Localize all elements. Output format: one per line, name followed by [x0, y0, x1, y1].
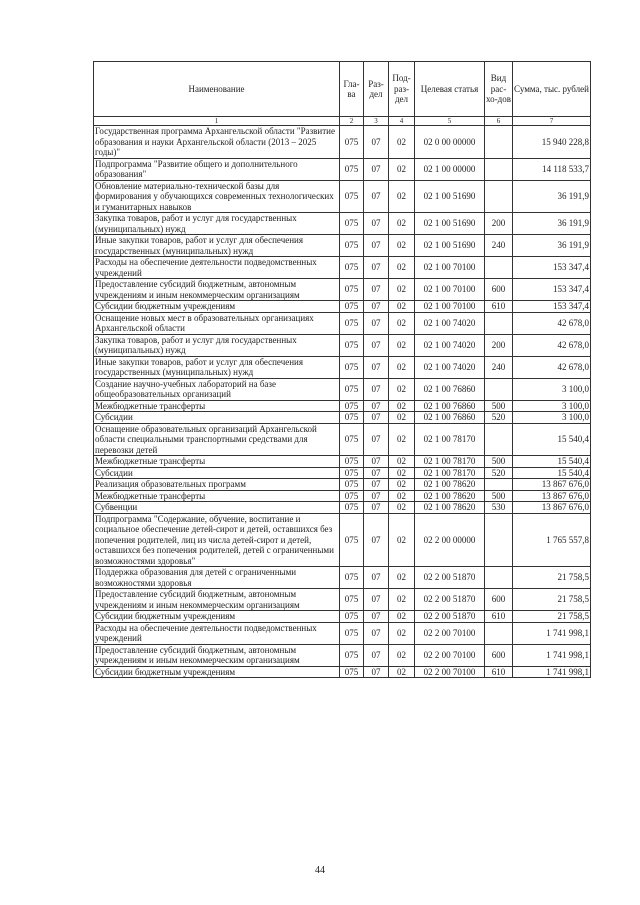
- row-sum-cell: 15 540,4: [513, 423, 591, 456]
- row-name-cell: Субсидии: [94, 467, 340, 479]
- column-number-row: [94, 117, 591, 126]
- row-podrazdel-cell: 02: [389, 235, 415, 257]
- row-vid-cell: 500: [485, 400, 513, 412]
- row-razdel-cell: 07: [364, 622, 389, 644]
- row-target-cell: 02 1 00 51690: [415, 180, 485, 213]
- row-name-cell: Субсидии: [94, 412, 340, 424]
- row-podrazdel-cell: 02: [389, 479, 415, 491]
- row-vid-cell: 500: [485, 456, 513, 468]
- row-sum-cell: 21 758,5: [513, 611, 591, 623]
- row-podrazdel-cell: 02: [389, 213, 415, 235]
- header-target: Целевая статья: [415, 62, 485, 117]
- row-target-cell: 02 2 00 70100: [415, 666, 485, 678]
- row-target-cell: 02 2 00 70100: [415, 644, 485, 666]
- row-name-cell: Государственная программа Архангельской области "Развитие образования и науки Архангельской области (2013 – 2025 годы)": [94, 126, 340, 159]
- row-podrazdel-cell: 02: [389, 490, 415, 502]
- column-number: 7: [513, 117, 591, 126]
- row-target-cell: 02 1 00 70100: [415, 279, 485, 301]
- row-name-cell: Закупка товаров, работ и услуг для государственных (муниципальных) нужд: [94, 334, 340, 356]
- row-sum-cell: 15 540,4: [513, 456, 591, 468]
- row-vid-cell: 240: [485, 356, 513, 378]
- header-row: [94, 62, 591, 117]
- row-vid-cell: [485, 622, 513, 644]
- row-glava-cell: 075: [340, 513, 364, 567]
- row-razdel-cell: 07: [364, 513, 389, 567]
- row-vid-cell: 600: [485, 279, 513, 301]
- row-sum-cell: 1 741 998,1: [513, 644, 591, 666]
- row-podrazdel-cell: 02: [389, 567, 415, 589]
- row-name-cell: Реализация образовательных программ: [94, 479, 340, 491]
- row-name-cell: Межбюджетные трансферты: [94, 456, 340, 468]
- row-target-cell: 02 1 00 78170: [415, 467, 485, 479]
- table-row: [94, 666, 591, 678]
- row-glava-cell: 075: [340, 479, 364, 491]
- row-glava-cell: 075: [340, 589, 364, 611]
- row-podrazdel-cell: 02: [389, 644, 415, 666]
- row-glava-cell: 075: [340, 158, 364, 180]
- row-glava-cell: 075: [340, 334, 364, 356]
- row-sum-cell: 1 741 998,1: [513, 666, 591, 678]
- row-vid-cell: [485, 126, 513, 159]
- row-sum-cell: 153 347,4: [513, 257, 591, 279]
- row-glava-cell: 075: [340, 279, 364, 301]
- row-glava-cell: 075: [340, 467, 364, 479]
- row-razdel-cell: 07: [364, 301, 389, 313]
- row-razdel-cell: 07: [364, 644, 389, 666]
- row-vid-cell: [485, 378, 513, 400]
- row-name-cell: Оснащение образовательных организаций Архангельской области специальными транспортными средствами для перевозки детей: [94, 423, 340, 456]
- header-glava: Гла-ва: [340, 62, 364, 117]
- column-number: 5: [415, 117, 485, 126]
- row-glava-cell: 075: [340, 502, 364, 514]
- table-row: [94, 334, 591, 356]
- row-vid-cell: [485, 423, 513, 456]
- row-target-cell: 02 1 00 76860: [415, 400, 485, 412]
- row-glava-cell: 075: [340, 312, 364, 334]
- row-name-cell: Межбюджетные трансферты: [94, 490, 340, 502]
- row-name-cell: Субвенции: [94, 502, 340, 514]
- row-name-cell: Оснащение новых мест в образовательных организациях Архангельской области: [94, 312, 340, 334]
- row-target-cell: 02 1 00 78620: [415, 490, 485, 502]
- row-target-cell: 02 0 00 00000: [415, 126, 485, 159]
- row-razdel-cell: 07: [364, 423, 389, 456]
- row-razdel-cell: 07: [364, 412, 389, 424]
- row-razdel-cell: 07: [364, 467, 389, 479]
- row-podrazdel-cell: 02: [389, 622, 415, 644]
- row-razdel-cell: 07: [364, 257, 389, 279]
- row-target-cell: 02 1 00 70100: [415, 257, 485, 279]
- row-glava-cell: 075: [340, 301, 364, 313]
- table-row: [94, 356, 591, 378]
- row-podrazdel-cell: 02: [389, 423, 415, 456]
- row-razdel-cell: 07: [364, 126, 389, 159]
- column-number: 4: [389, 117, 415, 126]
- row-vid-cell: 610: [485, 301, 513, 313]
- row-vid-cell: [485, 513, 513, 567]
- row-vid-cell: [485, 158, 513, 180]
- row-target-cell: 02 1 00 76860: [415, 378, 485, 400]
- row-sum-cell: 13 867 676,0: [513, 490, 591, 502]
- table-row: [94, 490, 591, 502]
- row-target-cell: 02 2 00 51870: [415, 589, 485, 611]
- row-name-cell: Предоставление субсидий бюджетным, автономным учреждениям и иным некоммерческим организациям: [94, 644, 340, 666]
- row-razdel-cell: 07: [364, 356, 389, 378]
- row-vid-cell: [485, 312, 513, 334]
- row-sum-cell: 153 347,4: [513, 301, 591, 313]
- row-glava-cell: 075: [340, 412, 364, 424]
- column-number: 1: [94, 117, 340, 126]
- row-name-cell: Подпрограмма "Содержание, обучение, воспитание и социальное обеспечение детей-сирот и детей, оставшихся без попечения родителей, лиц из числа детей-сирот и детей, оставшихся без попечения родителей, детей с ограниченными возможностями здоровья": [94, 513, 340, 567]
- row-razdel-cell: 07: [364, 180, 389, 213]
- row-podrazdel-cell: 02: [389, 378, 415, 400]
- row-razdel-cell: 07: [364, 235, 389, 257]
- row-target-cell: 02 1 00 76860: [415, 412, 485, 424]
- row-sum-cell: 1 741 998,1: [513, 622, 591, 644]
- row-target-cell: 02 2 00 51870: [415, 567, 485, 589]
- row-glava-cell: 075: [340, 567, 364, 589]
- header-sum: Сумма, тыс. рублей: [513, 62, 591, 117]
- row-sum-cell: 13 867 676,0: [513, 502, 591, 514]
- row-razdel-cell: 07: [364, 611, 389, 623]
- row-name-cell: Субсидии бюджетным учреждениям: [94, 666, 340, 678]
- row-vid-cell: 200: [485, 334, 513, 356]
- row-sum-cell: 42 678,0: [513, 356, 591, 378]
- row-sum-cell: 153 347,4: [513, 279, 591, 301]
- row-podrazdel-cell: 02: [389, 279, 415, 301]
- row-name-cell: Закупка товаров, работ и услуг для государственных (муниципальных) нужд: [94, 213, 340, 235]
- table-row: [94, 622, 591, 644]
- row-podrazdel-cell: 02: [389, 513, 415, 567]
- header-podrazdel: Под-раз-дел: [389, 62, 415, 117]
- row-razdel-cell: 07: [364, 158, 389, 180]
- row-target-cell: 02 1 00 74020: [415, 334, 485, 356]
- row-sum-cell: 3 100,0: [513, 378, 591, 400]
- row-vid-cell: 610: [485, 666, 513, 678]
- row-sum-cell: 36 191,9: [513, 213, 591, 235]
- row-sum-cell: 21 758,5: [513, 567, 591, 589]
- row-name-cell: Предоставление субсидий бюджетным, автономным учреждениям и иным некоммерческим организациям: [94, 279, 340, 301]
- row-vid-cell: 520: [485, 412, 513, 424]
- row-glava-cell: 075: [340, 644, 364, 666]
- row-vid-cell: 200: [485, 213, 513, 235]
- row-target-cell: 02 1 00 70100: [415, 301, 485, 313]
- row-target-cell: 02 2 00 00000: [415, 513, 485, 567]
- row-razdel-cell: 07: [364, 567, 389, 589]
- row-sum-cell: 42 678,0: [513, 334, 591, 356]
- row-vid-cell: 600: [485, 589, 513, 611]
- row-sum-cell: 42 678,0: [513, 312, 591, 334]
- row-target-cell: 02 1 00 51690: [415, 213, 485, 235]
- table-row: [94, 312, 591, 334]
- table-row: [94, 180, 591, 213]
- row-razdel-cell: 07: [364, 400, 389, 412]
- row-vid-cell: [485, 257, 513, 279]
- row-target-cell: 02 1 00 78620: [415, 502, 485, 514]
- column-number: 2: [340, 117, 364, 126]
- row-vid-cell: 530: [485, 502, 513, 514]
- row-podrazdel-cell: 02: [389, 158, 415, 180]
- row-podrazdel-cell: 02: [389, 257, 415, 279]
- row-glava-cell: 075: [340, 257, 364, 279]
- row-name-cell: Обновление материально-технической базы для формирования у обучающихся современных технологических и гуманитарных навыков: [94, 180, 340, 213]
- row-glava-cell: 075: [340, 378, 364, 400]
- row-sum-cell: 21 758,5: [513, 589, 591, 611]
- row-razdel-cell: 07: [364, 490, 389, 502]
- column-number: 3: [364, 117, 389, 126]
- table-row: [94, 279, 591, 301]
- table-row: [94, 589, 591, 611]
- table-row: [94, 235, 591, 257]
- row-vid-cell: 610: [485, 611, 513, 623]
- row-glava-cell: 075: [340, 622, 364, 644]
- row-podrazdel-cell: 02: [389, 312, 415, 334]
- row-sum-cell: 15 940 228,8: [513, 126, 591, 159]
- column-number: 6: [485, 117, 513, 126]
- header-razdel: Раз-дел: [364, 62, 389, 117]
- row-glava-cell: 075: [340, 666, 364, 678]
- row-sum-cell: 3 100,0: [513, 400, 591, 412]
- row-razdel-cell: 07: [364, 479, 389, 491]
- row-name-cell: Расходы на обеспечение деятельности подведомственных учреждений: [94, 257, 340, 279]
- row-razdel-cell: 07: [364, 334, 389, 356]
- row-name-cell: Субсидии бюджетным учреждениям: [94, 611, 340, 623]
- row-glava-cell: 075: [340, 126, 364, 159]
- row-name-cell: Поддержка образования для детей с ограниченными возможностями здоровья: [94, 567, 340, 589]
- row-vid-cell: [485, 567, 513, 589]
- table-row: [94, 513, 591, 567]
- row-name-cell: Иные закупки товаров, работ и услуг для обеспечения государственных (муниципальных) нужд: [94, 235, 340, 257]
- row-glava-cell: 075: [340, 213, 364, 235]
- table-row: [94, 301, 591, 313]
- row-podrazdel-cell: 02: [389, 467, 415, 479]
- table-row: [94, 257, 591, 279]
- row-name-cell: Предоставление субсидий бюджетным, автономным учреждениям и иным некоммерческим организациям: [94, 589, 340, 611]
- table-row: [94, 456, 591, 468]
- row-target-cell: 02 1 00 74020: [415, 356, 485, 378]
- table-row: [94, 479, 591, 491]
- row-target-cell: 02 1 00 74020: [415, 312, 485, 334]
- row-razdel-cell: 07: [364, 456, 389, 468]
- row-target-cell: 02 1 00 00000: [415, 158, 485, 180]
- row-vid-cell: 500: [485, 490, 513, 502]
- table-row: [94, 378, 591, 400]
- row-podrazdel-cell: 02: [389, 611, 415, 623]
- row-vid-cell: [485, 180, 513, 213]
- page-number: 44: [315, 865, 325, 876]
- row-sum-cell: 36 191,9: [513, 235, 591, 257]
- table-row: [94, 412, 591, 424]
- row-glava-cell: 075: [340, 180, 364, 213]
- table-row: [94, 213, 591, 235]
- table-row: [94, 126, 591, 159]
- row-target-cell: 02 1 00 78170: [415, 456, 485, 468]
- row-glava-cell: 075: [340, 400, 364, 412]
- row-glava-cell: 075: [340, 235, 364, 257]
- row-target-cell: 02 1 00 51690: [415, 235, 485, 257]
- row-sum-cell: 1 765 557,8: [513, 513, 591, 567]
- table-row: [94, 567, 591, 589]
- row-glava-cell: 075: [340, 356, 364, 378]
- row-podrazdel-cell: 02: [389, 502, 415, 514]
- table-row: [94, 611, 591, 623]
- row-name-cell: Межбюджетные трансферты: [94, 400, 340, 412]
- row-vid-cell: 520: [485, 467, 513, 479]
- row-podrazdel-cell: 02: [389, 126, 415, 159]
- table-row: [94, 423, 591, 456]
- row-vid-cell: 240: [485, 235, 513, 257]
- row-podrazdel-cell: 02: [389, 589, 415, 611]
- row-target-cell: 02 2 00 70100: [415, 622, 485, 644]
- row-name-cell: Иные закупки товаров, работ и услуг для обеспечения государственных (муниципальных) нужд: [94, 356, 340, 378]
- row-razdel-cell: 07: [364, 213, 389, 235]
- row-sum-cell: 3 100,0: [513, 412, 591, 424]
- row-glava-cell: 075: [340, 423, 364, 456]
- row-glava-cell: 075: [340, 490, 364, 502]
- row-razdel-cell: 07: [364, 589, 389, 611]
- row-sum-cell: 14 118 533,7: [513, 158, 591, 180]
- row-target-cell: 02 1 00 78170: [415, 423, 485, 456]
- row-sum-cell: 36 191,9: [513, 180, 591, 213]
- row-sum-cell: 15 540,4: [513, 467, 591, 479]
- budget-table: [93, 61, 591, 678]
- row-name-cell: Расходы на обеспечение деятельности подведомственных учреждений: [94, 622, 340, 644]
- table-row: [94, 502, 591, 514]
- table-row: [94, 467, 591, 479]
- row-podrazdel-cell: 02: [389, 180, 415, 213]
- row-podrazdel-cell: 02: [389, 356, 415, 378]
- row-vid-cell: 600: [485, 644, 513, 666]
- header-name: Наименование: [94, 62, 340, 117]
- row-vid-cell: [485, 479, 513, 491]
- row-podrazdel-cell: 02: [389, 456, 415, 468]
- row-podrazdel-cell: 02: [389, 400, 415, 412]
- row-razdel-cell: 07: [364, 312, 389, 334]
- table-row: [94, 158, 591, 180]
- table-row: [94, 400, 591, 412]
- row-glava-cell: 075: [340, 611, 364, 623]
- row-razdel-cell: 07: [364, 502, 389, 514]
- row-podrazdel-cell: 02: [389, 334, 415, 356]
- row-razdel-cell: 07: [364, 279, 389, 301]
- table-body: [94, 126, 591, 678]
- table-row: [94, 644, 591, 666]
- row-razdel-cell: 07: [364, 666, 389, 678]
- row-sum-cell: 13 867 676,0: [513, 479, 591, 491]
- row-podrazdel-cell: 02: [389, 412, 415, 424]
- header-vid: Вид рас-хо-дов: [485, 62, 513, 117]
- row-name-cell: Подпрограмма "Развитие общего и дополнительного образования": [94, 158, 340, 180]
- row-name-cell: Субсидии бюджетным учреждениям: [94, 301, 340, 313]
- row-podrazdel-cell: 02: [389, 666, 415, 678]
- row-target-cell: 02 1 00 78620: [415, 479, 485, 491]
- row-podrazdel-cell: 02: [389, 301, 415, 313]
- row-razdel-cell: 07: [364, 378, 389, 400]
- row-glava-cell: 075: [340, 456, 364, 468]
- row-name-cell: Создание научно-учебных лабораторий на базе общеобразовательных организаций: [94, 378, 340, 400]
- row-target-cell: 02 2 00 51870: [415, 611, 485, 623]
